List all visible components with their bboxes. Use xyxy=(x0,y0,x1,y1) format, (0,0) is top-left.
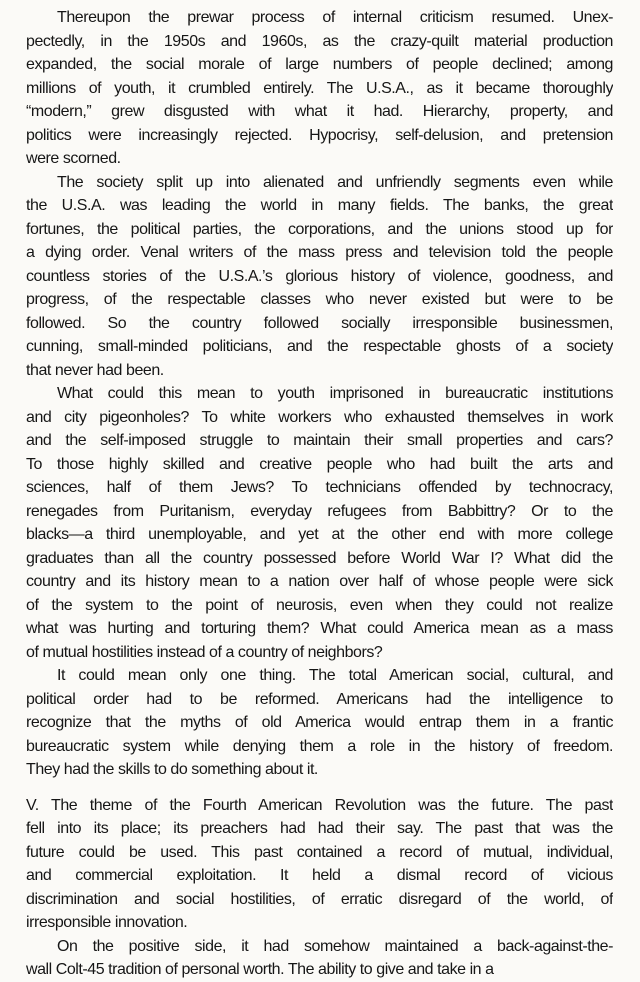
text-line: cunning, small-minded politicians, and the respectable ghosts of a society xyxy=(26,338,613,355)
text-line: bureaucratic system while denying them a role in the history of freedom. xyxy=(26,737,613,755)
text-line: irresponsible innovation. xyxy=(26,914,188,931)
text-line: To those highly skilled and creative people who had built the arts and xyxy=(26,455,613,473)
text-line: and commercial exploitation. It held a dismal record of vicious xyxy=(26,867,613,884)
text-line: graduates than all the country possessed before World War I? What did the xyxy=(26,549,613,567)
text-line: and city pigeonholes? To white workers who exhausted themselves in work xyxy=(26,408,613,426)
text-line: V. The theme of the Fourth American Revolution was the future. The past xyxy=(26,796,613,814)
paragraph-on-the-positive-side xyxy=(26,935,613,982)
text-line: It could mean only one thing. The total American social, cultural, and xyxy=(57,667,613,684)
paragraph-what-could-this-mean xyxy=(26,382,613,664)
text-line: future could be used. This past contained a record of mutual, individual, xyxy=(26,843,613,861)
text-line: country and its history mean to a nation over half of whose people were sick xyxy=(26,573,613,590)
text-line: political order had to be reformed. Americans had the intelligence to xyxy=(26,690,613,708)
text-line: wall Colt-45 tradition of personal worth. The ability to give and take in a xyxy=(26,961,494,978)
text-line: politics were increasingly rejected. Hypocrisy, self-delusion, and pretension xyxy=(26,126,613,144)
text-line: fell into its place; its preachers had had their say. The past that was the xyxy=(26,820,613,837)
text-line: and the self-imposed struggle to maintain their small properties and cars? xyxy=(26,432,613,449)
text-line: pectedly, in the 1950s and 1960s, as the crazy-quilt material production xyxy=(26,32,613,50)
text-line: fortunes, the political parties, the corporations, and the unions stood up for xyxy=(26,220,613,238)
text-line: They had the skills to do something about it. xyxy=(26,761,318,778)
text-line: discrimination and social hostilities, of erratic disregard of the world, of xyxy=(26,890,613,908)
paragraph-society-split xyxy=(26,171,613,383)
text-line: what was hurting and torturing them? What could America mean as a mass xyxy=(26,620,613,637)
text-line: blacks—a third unemployable, and yet at the other end with more college xyxy=(26,526,613,543)
text-line: the U.S.A. was leading the world in many fields. The banks, the great xyxy=(26,197,613,214)
text-line: expanded, the social morale of large numbers of people declined; among xyxy=(26,56,613,73)
text-line: progress, of the respectable classes who never existed but were to be xyxy=(26,291,613,308)
text-line: that never had been. xyxy=(26,361,164,379)
text-line: The society split up into alienated and unfriendly segments even while xyxy=(57,173,613,191)
text-line: On the positive side, it had somehow maintained a back-against-the- xyxy=(57,937,613,955)
paragraph-section-v-theme xyxy=(26,794,613,935)
text-line: followed. So the country followed socially irresponsible businessmen, xyxy=(26,314,613,332)
text-line: “modern,” grew disgusted with what it had. Hierarchy, property, and xyxy=(26,103,613,120)
text-line: recognize that the myths of old America would entrap them in a frantic xyxy=(26,714,613,731)
text-line: millions of youth, it crumbled entirely. The U.S.A., as it became thoroughly xyxy=(26,79,613,97)
text-line: a dying order. Venal writers of the mass press and television told the people xyxy=(26,244,613,261)
text-line: of mutual hostilities instead of a country of neighbors? xyxy=(26,643,383,661)
text-line: Thereupon the prewar process of internal criticism resumed. Unex- xyxy=(57,9,613,26)
paragraph-it-could-mean xyxy=(26,664,613,782)
text-line: What could this mean to youth imprisoned in bureaucratic institutions xyxy=(57,385,613,402)
paragraph-internal-criticism xyxy=(26,6,613,171)
text-line: of the system to the point of neurosis, even when they could not realize xyxy=(26,596,613,614)
text-line: sciences, half of them Jews? To technicians offended by technocracy, xyxy=(26,479,613,496)
text-line: renegades from Puritanism, everyday refugees from Babbittry? Or to the xyxy=(26,502,613,520)
text-line: countless stories of the U.S.A.’s glorious history of violence, goodness, and xyxy=(26,267,613,285)
text-line: were scorned. xyxy=(26,150,121,167)
